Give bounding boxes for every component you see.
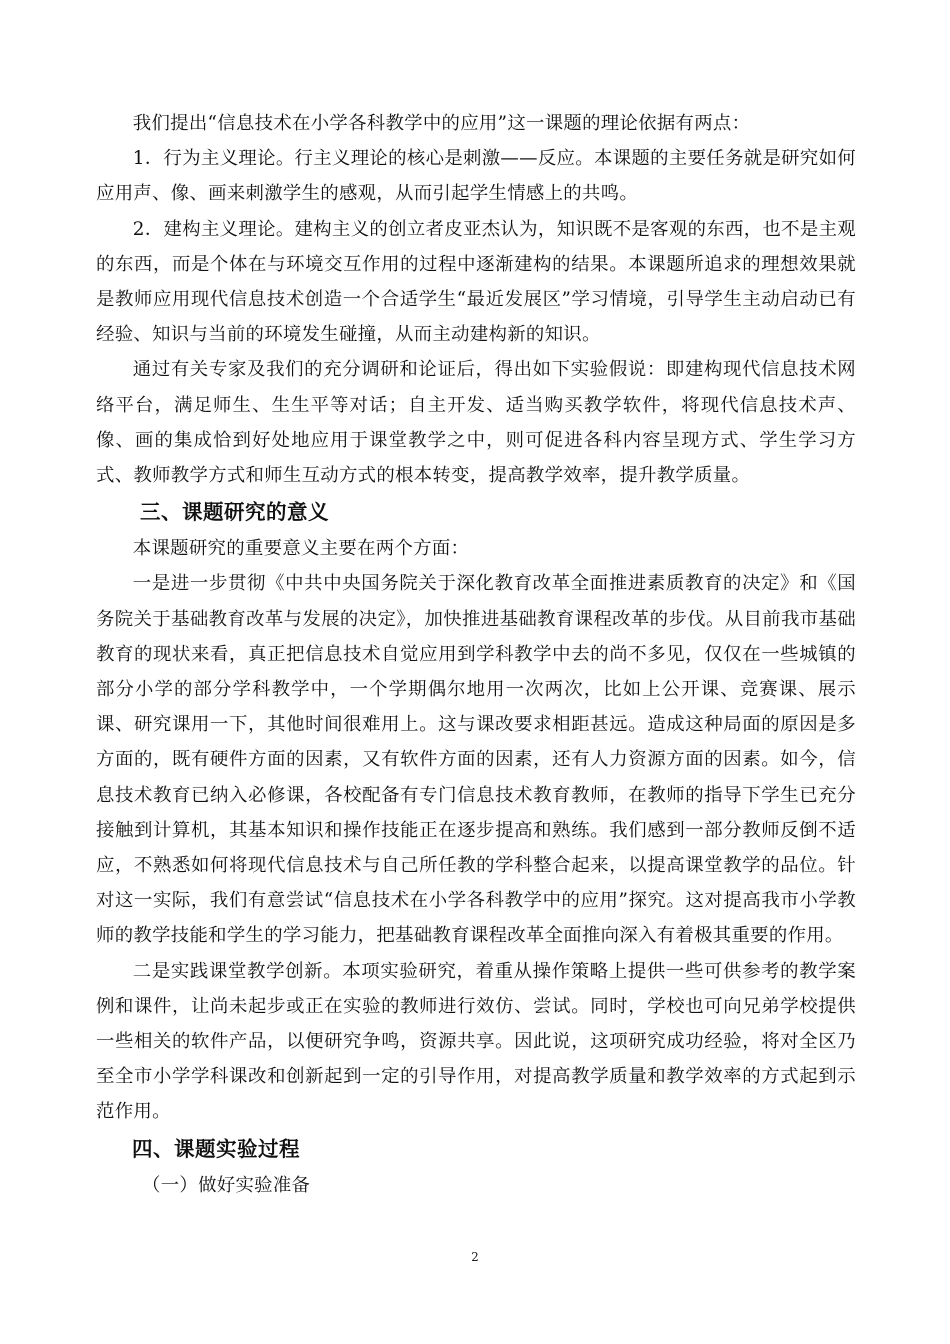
- paragraph-theory-intro: 我们提出“信息技术在小学各科教学中的应用”这一课题的理论依据有两点：: [132, 113, 751, 134]
- paragraph-significance-intro: 本课题研究的重要意义主要在两个方面：: [132, 538, 470, 560]
- paragraph-hypothesis: 通过有关专家及我们的充分调研和论证后，得出如下实验假说：即建构现代信息技术网络平台，满足师生、生生平等对话；自主开发、适当购买教学软件，将现代信息技术声、像、画的集成恰到好处地应用于课堂教学之中，则可促进各科内容呈现方式、学生学习方式、教师教学方式和师生互动方式的根本转变，提高教学效率，提升教学质量。: [96, 359, 856, 487]
- document-body: [96, 106, 856, 1204]
- page-number: 2: [471, 1250, 479, 1264]
- paragraph-constructivism: 2．建构主义理论。建构主义的创立者皮亚杰认为，知识既不是客观的东西，也不是主观的东西，而是个体在与环境交互作用的过程中逐渐建构的结果。本课题所追求的理想效果就是教师应用现代信息技术创造一个合适学生“最近发展区”学习情境，引导学生主动启动已有经验、知识与当前的环境发生碰撞，从而主动建构新的知识。: [96, 218, 856, 346]
- paragraph-significance-second: 二是实践课堂教学创新。本项实验研究，着重从操作策略上提供一些可供参考的教学案例和课件，让尚未起步或正在实验的教师进行效仿、尝试。同时，学校也可向兄弟学校提供一些相关的软件产品，以便研究争鸣，资源共享。因此说，这项研究成功经验，将对全区乃至全市小学学科课改和创新起到一定的引导作用，对提高教学质量和教学效率的方式起到示范作用。: [96, 960, 856, 1123]
- paragraph-behaviorism: 1．行为主义理论。行主义理论的核心是刺激——反应。本课题的主要任务就是研究如何应用声、像、画来刺激学生的感观，从而引起学生情感上的共鸣。: [96, 148, 856, 205]
- section-heading-process: 四、课题实验过程: [132, 1136, 300, 1161]
- paragraph-significance-first: 一是进一步贯彻《中共中央国务院关于深化教育改革全面推进素质教育的决定》和《国务院关于基础教育改革与发展的决定》，加快推进基础教育课程改革的步伐。从目前我市基础教育的现状来看，真正把信息技术自觉应用到学科教学中去的尚不多见，仅仅在一些城镇的部分小学的部分学科教学中，一个学期偶尔地用一次两次，比如上公开课、竞赛课、展示课、研究课用一下，其他时间很难用上。这与课改要求相距甚远。造成这种局面的原因是多方面的，既有硬件方面的因素，又有软件方面的因素，还有人力资源方面的因素。如今，信息技术教育已纳入必修课，各校配备有专门信息技术教育教师，在教师的指导下学生已充分接触到计算机，其基本知识和操作技能正在逐步提高和熟练。我们感到一部分教师反倒不适应，不熟悉如何将现代信息技术与自己所任教的学科整合起来，以提高课堂教学的品位。针对这一实际，我们有意尝试“信息技术在小学各科教学中的应用”探究。这对提高我市小学教师的教学技能和学生的学习能力，把基础教育课程改革全面推向深入有着极其重要的作用。: [96, 573, 856, 947]
- subsection-heading-preparation: （一）做好实验准备: [142, 1174, 311, 1196]
- section-heading-significance: 三、课题研究的意义: [140, 500, 329, 525]
